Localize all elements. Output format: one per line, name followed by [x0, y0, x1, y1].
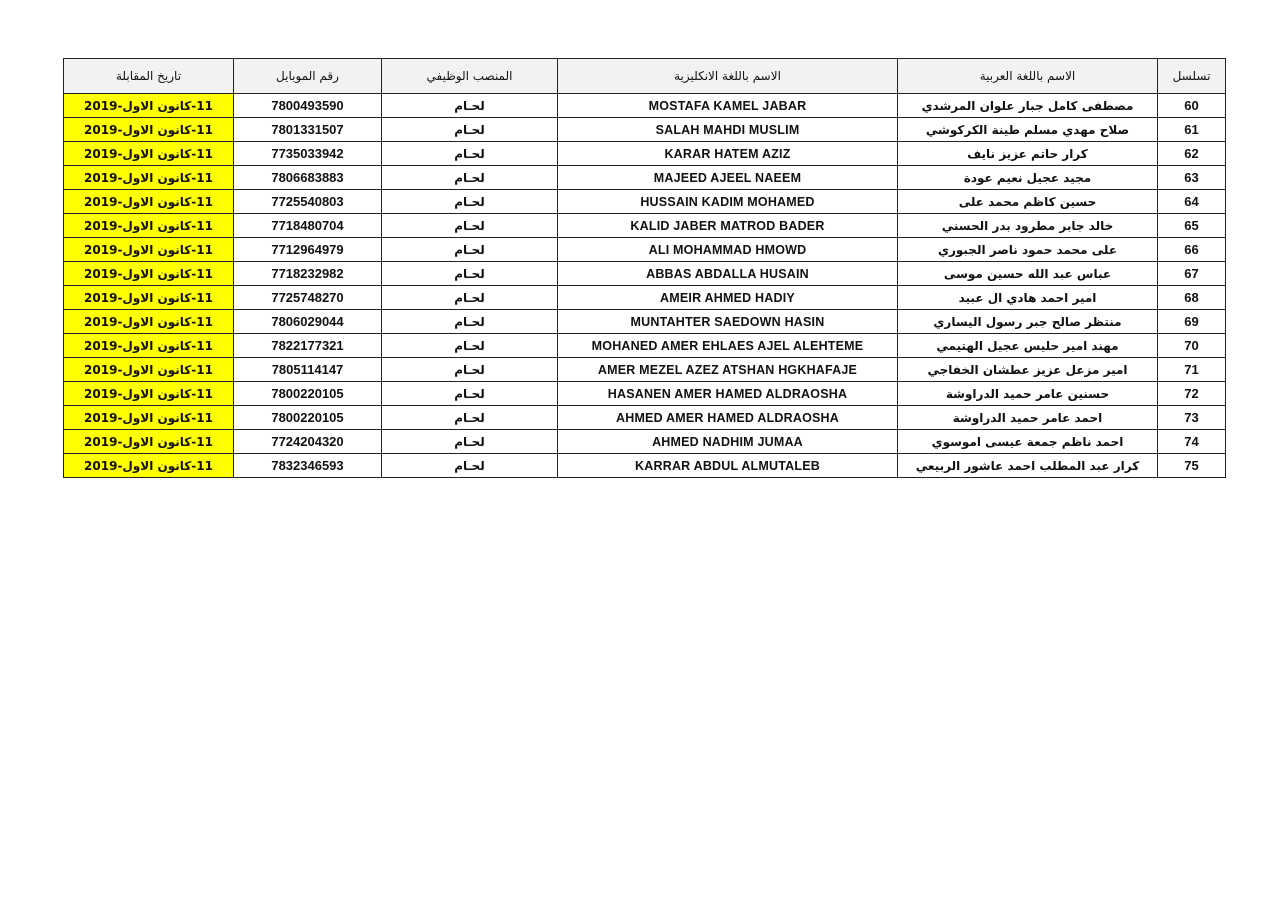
cell-name-english: HASANEN AMER HAMED ALDRAOSHA: [558, 382, 898, 406]
cell-serial: 63: [1158, 166, 1226, 190]
cell-mobile: 7832346593: [234, 454, 382, 478]
cell-name-english: MOHANED AMER EHLAES AJEL ALEHTEME: [558, 334, 898, 358]
cell-interview-date: 11-كانون الاول-2019: [64, 334, 234, 358]
cell-position: لحـام: [382, 142, 558, 166]
cell-name-arabic: كرار حاتم عزيز نايف: [898, 142, 1158, 166]
cell-name-english: AMER MEZEL AZEZ ATSHAN HGKHAFAJE: [558, 358, 898, 382]
cell-interview-date: 11-كانون الاول-2019: [64, 430, 234, 454]
cell-name-english: KALID JABER MATROD BADER: [558, 214, 898, 238]
cell-position: لحـام: [382, 430, 558, 454]
cell-serial: 62: [1158, 142, 1226, 166]
cell-name-arabic: مصطفى كامل جبار علوان المرشدي: [898, 94, 1158, 118]
cell-serial: 71: [1158, 358, 1226, 382]
table-row: [64, 94, 1226, 118]
cell-interview-date: 11-كانون الاول-2019: [64, 454, 234, 478]
cell-name-english: AHMED AMER HAMED ALDRAOSHA: [558, 406, 898, 430]
cell-position: لحـام: [382, 286, 558, 310]
cell-position: لحـام: [382, 262, 558, 286]
table-row: [64, 382, 1226, 406]
table-row: [64, 166, 1226, 190]
cell-serial: 61: [1158, 118, 1226, 142]
cell-serial: 64: [1158, 190, 1226, 214]
table-row: [64, 430, 1226, 454]
cell-position: لحـام: [382, 94, 558, 118]
cell-position: لحـام: [382, 310, 558, 334]
cell-mobile: 7806029044: [234, 310, 382, 334]
header-name-arabic: الاسم باللغة العربية: [898, 59, 1158, 94]
cell-name-english: AHMED NADHIM JUMAA: [558, 430, 898, 454]
cell-mobile: 7805114147: [234, 358, 382, 382]
cell-serial: 72: [1158, 382, 1226, 406]
cell-mobile: 7724204320: [234, 430, 382, 454]
table-header-row: [64, 59, 1226, 94]
cell-position: لحـام: [382, 382, 558, 406]
cell-name-english: KARAR HATEM AZIZ: [558, 142, 898, 166]
table-row: [64, 334, 1226, 358]
cell-interview-date: 11-كانون الاول-2019: [64, 214, 234, 238]
cell-mobile: 7718480704: [234, 214, 382, 238]
header-name-english: الاسم باللغة الانكليزية: [558, 59, 898, 94]
cell-serial: 68: [1158, 286, 1226, 310]
cell-serial: 70: [1158, 334, 1226, 358]
cell-position: لحـام: [382, 118, 558, 142]
cell-position: لحـام: [382, 166, 558, 190]
cell-interview-date: 11-كانون الاول-2019: [64, 358, 234, 382]
header-position: المنصب الوظيفي: [382, 59, 558, 94]
header-mobile: رقم الموبايل: [234, 59, 382, 94]
cell-position: لحـام: [382, 190, 558, 214]
cell-name-english: ABBAS ABDALLA HUSAIN: [558, 262, 898, 286]
cell-name-arabic: حسين كاظم محمد على: [898, 190, 1158, 214]
table-row: [64, 262, 1226, 286]
cell-position: لحـام: [382, 214, 558, 238]
cell-name-arabic: احمد عامر حميد الدراوشة: [898, 406, 1158, 430]
cell-name-arabic: امير مزعل عزيز عطشان الخفاجي: [898, 358, 1158, 382]
cell-name-english: MAJEED AJEEL NAEEM: [558, 166, 898, 190]
cell-interview-date: 11-كانون الاول-2019: [64, 94, 234, 118]
cell-mobile: 7725748270: [234, 286, 382, 310]
cell-name-english: HUSSAIN KADIM MOHAMED: [558, 190, 898, 214]
cell-name-arabic: مجيد عجيل نعيم عودة: [898, 166, 1158, 190]
header-serial: تسلسل: [1158, 59, 1226, 94]
cell-serial: 74: [1158, 430, 1226, 454]
table-row: [64, 358, 1226, 382]
cell-position: لحـام: [382, 238, 558, 262]
cell-name-english: MUNTAHTER SAEDOWN HASIN: [558, 310, 898, 334]
cell-interview-date: 11-كانون الاول-2019: [64, 166, 234, 190]
cell-mobile: 7718232982: [234, 262, 382, 286]
cell-name-english: SALAH MAHDI MUSLIM: [558, 118, 898, 142]
cell-mobile: 7800220105: [234, 406, 382, 430]
cell-mobile: 7800493590: [234, 94, 382, 118]
cell-name-english: KARRAR ABDUL ALMUTALEB: [558, 454, 898, 478]
cell-name-arabic: خالد جابر مطرود بدر الحسني: [898, 214, 1158, 238]
cell-name-arabic: مهند امير حليس عجيل الهتيمي: [898, 334, 1158, 358]
cell-serial: 66: [1158, 238, 1226, 262]
table-row: [64, 310, 1226, 334]
cell-serial: 65: [1158, 214, 1226, 238]
cell-name-english: ALI MOHAMMAD HMOWD: [558, 238, 898, 262]
table-row: [64, 190, 1226, 214]
cell-position: لحـام: [382, 406, 558, 430]
cell-interview-date: 11-كانون الاول-2019: [64, 262, 234, 286]
cell-mobile: 7801331507: [234, 118, 382, 142]
table-row: [64, 286, 1226, 310]
table-row: [64, 406, 1226, 430]
cell-mobile: 7735033942: [234, 142, 382, 166]
cell-serial: 75: [1158, 454, 1226, 478]
cell-mobile: 7712964979: [234, 238, 382, 262]
cell-interview-date: 11-كانون الاول-2019: [64, 310, 234, 334]
cell-name-arabic: حسنين عامر حميد الدراوشة: [898, 382, 1158, 406]
cell-interview-date: 11-كانون الاول-2019: [64, 286, 234, 310]
cell-name-english: MOSTAFA KAMEL JABAR: [558, 94, 898, 118]
cell-interview-date: 11-كانون الاول-2019: [64, 238, 234, 262]
cell-position: لحـام: [382, 334, 558, 358]
table-row: [64, 238, 1226, 262]
cell-mobile: 7800220105: [234, 382, 382, 406]
cell-position: لحـام: [382, 454, 558, 478]
cell-interview-date: 11-كانون الاول-2019: [64, 382, 234, 406]
cell-interview-date: 11-كانون الاول-2019: [64, 190, 234, 214]
table-body: [64, 94, 1226, 478]
table-row: [64, 142, 1226, 166]
cell-name-arabic: احمد ناظم جمعة عيسى اموسوي: [898, 430, 1158, 454]
cell-interview-date: 11-كانون الاول-2019: [64, 406, 234, 430]
cell-serial: 67: [1158, 262, 1226, 286]
cell-name-arabic: كرار عبد المطلب احمد عاشور الربيعي: [898, 454, 1158, 478]
cell-interview-date: 11-كانون الاول-2019: [64, 142, 234, 166]
cell-name-arabic: صلاح مهدي مسلم طينة الكركوشي: [898, 118, 1158, 142]
table-row: [64, 118, 1226, 142]
cell-serial: 73: [1158, 406, 1226, 430]
cell-mobile: 7725540803: [234, 190, 382, 214]
candidates-table: [63, 58, 1226, 478]
cell-serial: 60: [1158, 94, 1226, 118]
cell-name-arabic: عباس عبد الله حسين موسى: [898, 262, 1158, 286]
table-row: [64, 454, 1226, 478]
table-row: [64, 214, 1226, 238]
cell-mobile: 7822177321: [234, 334, 382, 358]
cell-interview-date: 11-كانون الاول-2019: [64, 118, 234, 142]
cell-name-arabic: على محمد حمود ناصر الجبوري: [898, 238, 1158, 262]
cell-position: لحـام: [382, 358, 558, 382]
cell-mobile: 7806683883: [234, 166, 382, 190]
cell-name-arabic: منتظر صالح جبر رسول اليساري: [898, 310, 1158, 334]
cell-name-arabic: امير احمد هادي ال عبيد: [898, 286, 1158, 310]
header-interview-date: تاريخ المقابلة: [64, 59, 234, 94]
cell-name-english: AMEIR AHMED HADIY: [558, 286, 898, 310]
cell-serial: 69: [1158, 310, 1226, 334]
